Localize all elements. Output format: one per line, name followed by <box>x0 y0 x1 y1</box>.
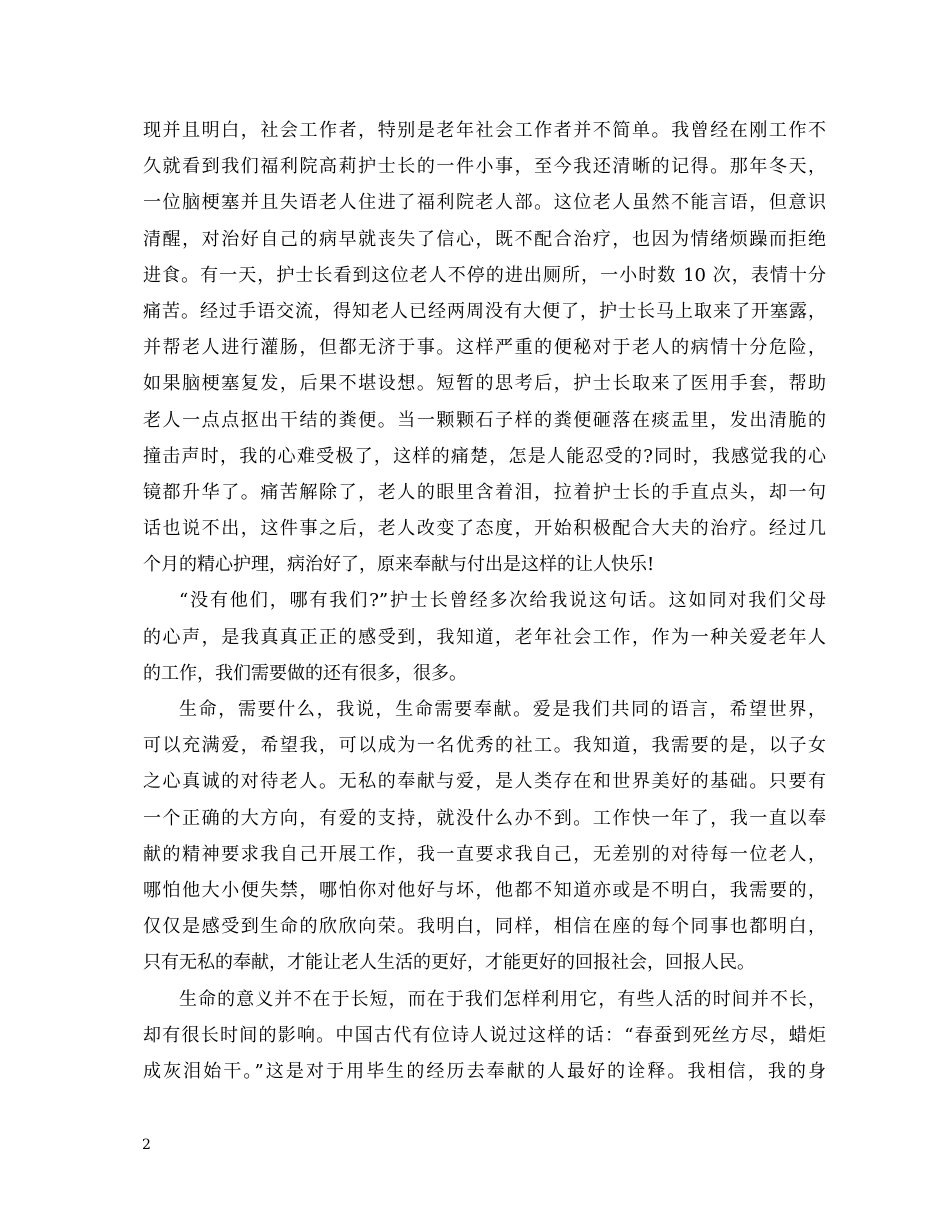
text-line: 仅仅是感受到生命的欣欣向荣。我明白，同样，相信在座的每个同事也都明白， <box>143 916 826 938</box>
text-line: 的心声，是我真真正正的感受到，我知道，老年社会工作，作为一种关爱老年人 <box>143 626 826 648</box>
text-line: 献的精神要求我自己开展工作，我一直要求我自己，无差别的对待每一位老人， <box>143 843 826 865</box>
text-line: 清醒，对治好自己的病早就丧失了信心，既不配合治疗，也因为情绪烦躁而拒绝 <box>143 228 826 250</box>
text-line: 哪怕他大小便失禁，哪怕你对他好与坏，他都不知道亦或是不明白，我需要的， <box>143 879 826 901</box>
body-text <box>143 113 826 1090</box>
page-number: 2 <box>142 1137 151 1153</box>
text-line: 可以充满爱，希望我，可以成为一名优秀的社工。我知道，我需要的是，以子女 <box>143 735 826 757</box>
text-line: 如果脑梗塞复发，后果不堪设想。短暂的思考后，护士长取来了医用手套，帮助 <box>143 373 826 395</box>
text-line: 痛苦。经过手语交流，得知老人已经两周没有大便了，护士长马上取来了开塞露， <box>143 300 826 322</box>
text-line: 进食。有一天，护士长看到这位老人不停的进出厕所，一小时数 10 次，表情十分 <box>143 264 826 286</box>
text-line: 生命，需要什么，我说，生命需要奉献。爱是我们共同的语言，希望世界， <box>179 699 826 720</box>
text-line: 生命的意义并不在于长短，而在于我们怎样利用它，有些人活的时间并不长， <box>179 988 826 1010</box>
text-line: 成灰泪始干。”这是对于用毕生的经历去奉献的人最好的诠释。我相信，我的身 <box>143 1060 826 1082</box>
text-line: 一位脑梗塞并且失语老人住进了福利院老人部。这位老人虽然不能言语，但意识 <box>143 192 826 214</box>
text-line: 一个正确的大方向，有爱的支持，就没什么办不到。工作快一年了，我一直以奉 <box>143 807 826 829</box>
text-line: 并帮老人进行灌肠，但都无济于事。这样严重的便秘对于老人的病情十分危险， <box>143 337 826 359</box>
text-line: 镜都升华了。痛苦解除了，老人的眼里含着泪，拉着护士长的手直点头，却一句 <box>143 481 826 503</box>
text-line: “没有他们，哪有我们?”护士长曾经多次给我说这句话。这如同对我们父母 <box>179 590 826 612</box>
text-line: 久就看到我们福利院高莉护士长的一件小事，至今我还清晰的记得。那年冬天， <box>143 156 826 178</box>
text-line: 之心真诚的对待老人。无私的奉献与爱，是人类存在和世界美好的基础。只要有 <box>143 771 826 793</box>
text-line: 现并且明白，社会工作者，特别是老年社会工作者并不简单。我曾经在刚工作不 <box>143 120 826 141</box>
text-line: 老人一点点抠出干结的粪便。当一颗颗石子样的粪便砸落在痰盂里，发出清脆的 <box>143 409 826 431</box>
text-line: 个月的精心护理，病治好了，原来奉献与付出是这样的让人快乐! <box>143 554 655 576</box>
text-line: 撞击声时，我的心难受极了，这样的痛楚，怎是人能忍受的?同时，我感觉我的心 <box>143 445 826 467</box>
text-line: 却有很长时间的影响。中国古代有位诗人说过这样的话：“春蚕到死丝方尽，蜡炬 <box>143 1024 826 1046</box>
text-line: 话也说不出，这件事之后，老人改变了态度，开始积极配合大夫的治疗。经过几 <box>143 518 826 540</box>
text-line: 的工作，我们需要做的还有很多，很多。 <box>143 662 467 684</box>
text-line: 只有无私的奉献，才能让老人生活的更好，才能更好的回报社会，回报人民。 <box>143 952 755 974</box>
